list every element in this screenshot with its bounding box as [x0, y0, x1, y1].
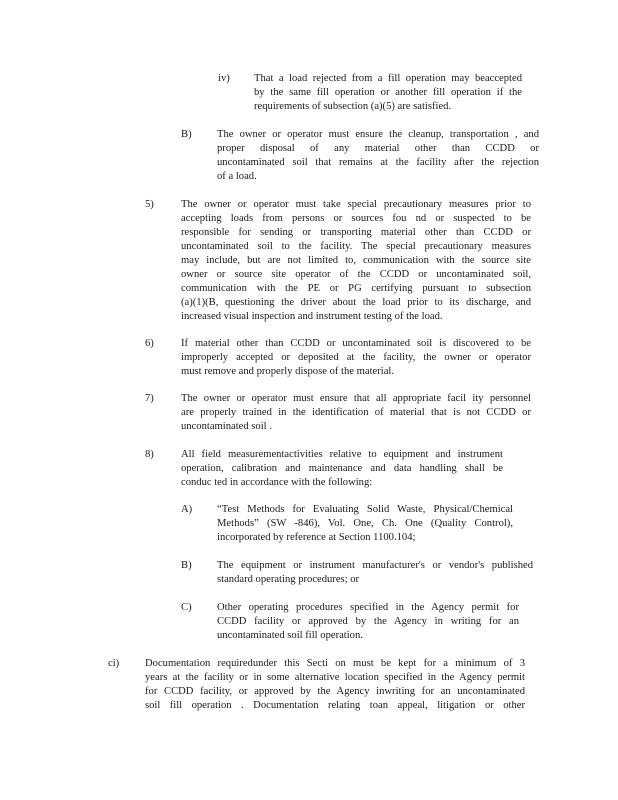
subparagraph-c	[181, 601, 541, 645]
subparagraph-a	[181, 503, 541, 547]
text-line: If material other than CCDD or uncontaminated soil is discovered to be	[181, 338, 531, 349]
text-line: increased visual inspection and instrument testing of the load.	[181, 311, 443, 322]
item-text	[254, 72, 522, 114]
text-line: uncontaminated soil fill operation.	[217, 630, 363, 641]
text-line: for CCDD facility, or approved by the Agency inwriting for an uncontaminated	[145, 686, 525, 697]
item-marker: ci)	[108, 658, 120, 669]
text-line: communication with the PE or PG certifying pursuant to subsection	[181, 283, 531, 294]
text-line: operation, calibration and maintenance and data handling shall be	[181, 463, 503, 474]
item-marker: 7)	[145, 393, 154, 404]
text-line: conduc ted in accordance with the following:	[181, 477, 373, 488]
text-line: responsible for sending or transporting material other than CCDD or	[181, 227, 531, 238]
text-line: uncontaminated soil to the facility. The special precautionary measures	[181, 241, 531, 252]
item-marker: B)	[181, 560, 192, 571]
text-line: All field measurementactivities relative to equipment and instrument	[181, 449, 503, 460]
item-marker: iv)	[218, 73, 230, 84]
paragraph-5	[145, 198, 540, 326]
item-text	[181, 392, 531, 434]
text-line: soil fill operation . Documentation relating toan appeal, litigation or other	[145, 700, 525, 711]
text-line: may include, but are not limited to, communication with the source site	[181, 255, 531, 266]
text-line: requirements of subsection (a)(5) are satisfied.	[254, 101, 452, 112]
item-text	[145, 657, 525, 713]
text-line: owner or source site operator of the CCDD or uncontaminated soil,	[181, 269, 531, 280]
item-marker: 5)	[145, 199, 154, 210]
text-line: accepting loads from persons or sources fou nd or suspected to be	[181, 213, 531, 224]
text-line: must remove and properly dispose of the material.	[181, 366, 394, 377]
text-line: incorporated by reference at Section 1100.104;	[217, 532, 416, 543]
paragraph-6	[145, 337, 540, 381]
text-line: That a load rejected from a fill operation may beaccepted	[254, 73, 522, 84]
text-line: standard operating procedures; or	[217, 574, 360, 585]
item-text	[217, 128, 539, 184]
text-line: proper disposal of any material other than CCDD or	[217, 143, 539, 154]
item-marker: 6)	[145, 338, 154, 349]
text-line: of a load.	[217, 171, 257, 182]
text-line: CCDD facility or approved by the Agency in writing for an	[217, 616, 519, 627]
item-marker: B)	[181, 129, 192, 140]
text-line: “Test Methods for Evaluating Solid Waste, Physical/Chemical	[217, 504, 513, 515]
text-line: improperly accepted or deposited at the facility, the owner or operator	[181, 352, 531, 363]
text-line: Methods” (SW -846), Vol. One, Ch. One (Quality Control),	[217, 518, 513, 529]
paragraph-8	[145, 448, 540, 492]
text-line: The owner or operator must ensure that all appropriate facil ity personnel	[181, 393, 531, 404]
text-line: The owner or operator must take special precautionary measures prior to	[181, 199, 531, 210]
item-text	[217, 559, 533, 587]
item-text	[181, 448, 503, 490]
subparagraph-b-lower	[181, 559, 541, 589]
text-line: uncontaminated soil .	[181, 421, 272, 432]
paragraph-7	[145, 392, 540, 436]
text-line: are properly trained in the identification of material that is not CCDD or	[181, 407, 531, 418]
item-text	[217, 503, 513, 545]
item-text	[217, 601, 519, 643]
subparagraph-b-upper	[181, 128, 541, 186]
text-line: by the same fill operation or another fill operation if the	[254, 87, 522, 98]
text-line: years at the facility or in some alternative location specified in the Agency permit	[145, 672, 525, 683]
item-text	[181, 198, 531, 324]
subsection-ci	[108, 657, 548, 715]
item-marker: 8)	[145, 449, 154, 460]
item-text	[181, 337, 531, 379]
item-marker: C)	[181, 602, 192, 613]
subparagraph-iv	[218, 72, 538, 116]
text-line: uncontaminated soil that remains at the facility after the rejection	[217, 157, 539, 168]
text-line: Other operating procedures specified in the Agency permit for	[217, 602, 519, 613]
text-line: (a)(1)(B, questioning the driver about the load prior to its discharge, and	[181, 297, 531, 308]
text-line: The equipment or instrument manufacturer's or vendor's published	[217, 560, 533, 571]
item-marker: A)	[181, 504, 193, 515]
text-line: The owner or operator must ensure the cleanup, transportation , and	[217, 129, 539, 140]
text-line: Documentation requiredunder this Secti on must be kept for a minimum of 3	[145, 658, 525, 669]
